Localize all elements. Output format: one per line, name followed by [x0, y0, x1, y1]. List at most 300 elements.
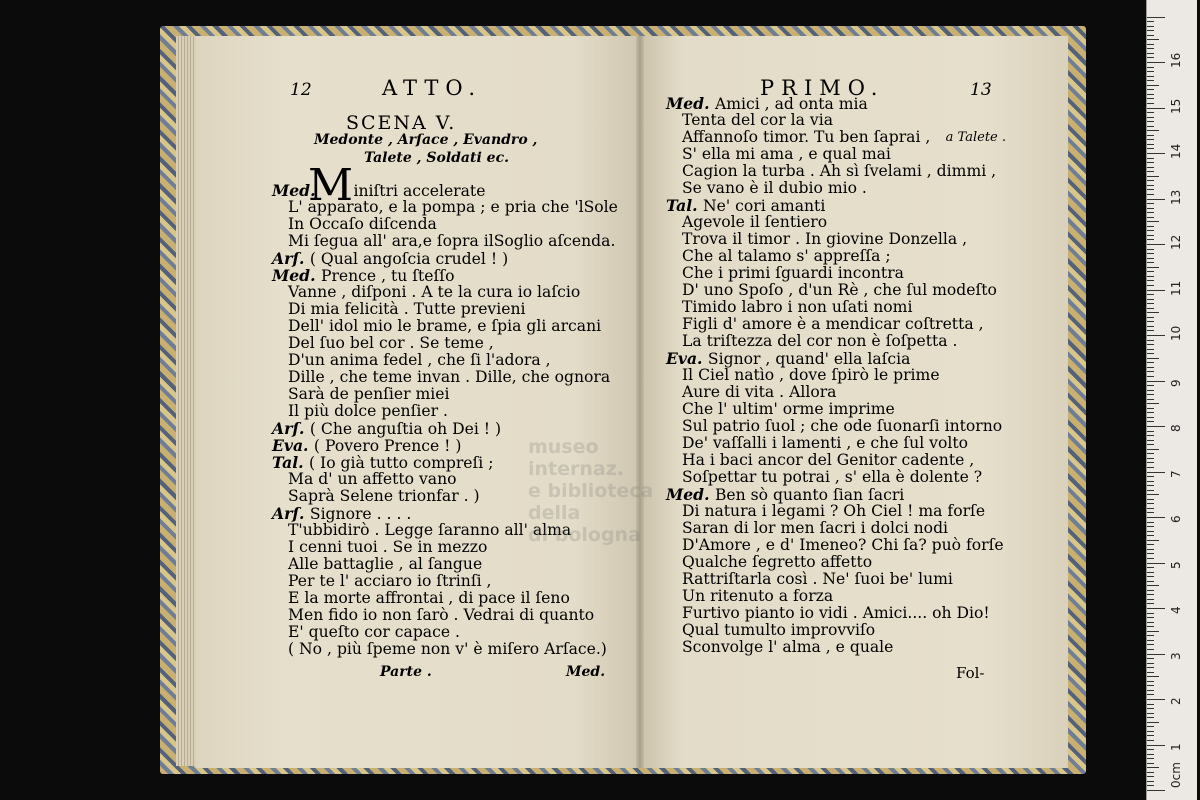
verse-text: Il più dolce penſier . [288, 402, 448, 420]
verse-text: ( Qual angoſcia crudel ! ) [309, 250, 509, 268]
verse-text: D' uno Spoſo , d'un Rè , che ſul modeſto [682, 281, 997, 299]
ruler-tick [1147, 212, 1154, 213]
right-line [666, 265, 1006, 282]
ruler-tick [1147, 485, 1154, 486]
verse-text: Mi ſegua all' ara,e ſopra ilSoglio aſcenda. [288, 232, 616, 250]
verse-text: Ha i baci ancor del Genitor cadente , [682, 451, 975, 469]
ruler-tick [1147, 617, 1154, 618]
left-line [272, 369, 632, 386]
right-line [666, 418, 1006, 435]
verse-text: Tenta del cor la via [682, 111, 834, 129]
verse-text: Signor , quand' ella laſcia [707, 350, 911, 368]
ruler-tick [1147, 130, 1159, 131]
verse-text: Di natura i legami ? Oh Ciel ! ma forſe [682, 502, 986, 520]
verse-text: Il Ciel natìo , dove ſpirò le prime [682, 366, 940, 384]
ruler-tick [1147, 76, 1154, 77]
ruler-tick [1147, 512, 1154, 513]
ruler-tick [1147, 17, 1165, 18]
drop-cap: M [308, 160, 354, 211]
verse-text: Signore . . . . [309, 505, 412, 523]
left-page-number: 12 [290, 80, 312, 100]
verse-text: Affannoſo timor. Tu ben ſaprai , [682, 128, 931, 146]
left-line [272, 250, 632, 267]
left-running-head: ATTO. [382, 76, 483, 100]
verse-text: Di mia felicità . Tutte previeni [288, 300, 526, 318]
verse-text: Qual tumulto improvviſo [682, 621, 876, 639]
ruler-tick [1147, 694, 1154, 695]
ruler-tick [1147, 62, 1165, 63]
ruler-number: 7 [1169, 469, 1183, 478]
ruler-tick [1147, 390, 1154, 391]
speaker-label: Tal. [666, 196, 703, 215]
ruler-tick [1147, 658, 1154, 659]
verse-text: Se vano è il dubio mio . [682, 179, 867, 197]
ruler-tick [1147, 681, 1154, 682]
ruler-tick [1147, 717, 1154, 718]
ruler-number: 9 [1169, 378, 1183, 387]
ruler-tick [1147, 203, 1154, 204]
ruler-number: 1 [1169, 742, 1183, 751]
ruler-tick [1147, 103, 1154, 104]
ruler-tick [1147, 117, 1154, 118]
verse-text: Sul patrio ſuol ; che ode ſuonarſi intorno [682, 417, 1003, 435]
ruler-tick [1147, 567, 1154, 568]
left-line [272, 641, 632, 658]
right-line [666, 282, 1006, 299]
ruler-tick [1147, 622, 1154, 623]
ruler-tick [1147, 731, 1154, 732]
ruler-tick [1147, 362, 1154, 363]
ruler-unit-label: 0cm [1169, 762, 1183, 788]
ruler-tick [1147, 148, 1154, 149]
library-watermark [528, 436, 688, 546]
ruler-tick [1147, 239, 1154, 240]
ruler-tick [1147, 426, 1165, 427]
left-line [272, 233, 632, 250]
ruler-tick [1147, 590, 1154, 591]
ruler-tick [1147, 476, 1154, 477]
first-line [272, 182, 485, 199]
ruler-tick [1147, 722, 1159, 723]
verse-text: Ma d' un affetto vano [288, 470, 457, 488]
ruler-tick [1147, 572, 1154, 573]
right-line [666, 469, 1006, 486]
ruler-tick [1147, 440, 1154, 441]
left-line [272, 607, 632, 624]
ruler-tick [1147, 221, 1159, 222]
ruler-tick [1147, 217, 1154, 218]
verse-text: Del ſuo bel cor . Se teme , [288, 334, 494, 352]
verse-text: Amici , ad onta mia [714, 95, 868, 113]
left-line [272, 590, 632, 607]
verse-text: D'Amore , e d' Imeneo? Chi ſa? può forſe [682, 536, 1004, 554]
ruler-tick [1147, 139, 1154, 140]
ruler-tick [1147, 180, 1154, 181]
left-line [272, 301, 632, 318]
ruler-tick [1147, 189, 1154, 190]
ruler-tick [1147, 749, 1154, 750]
verse-text: Dille , che teme invan . Dille, che ognora [288, 368, 611, 386]
left-footer-parte: Parte . [380, 664, 432, 680]
ruler-tick [1147, 417, 1154, 418]
verse-text: S' ella mi ama , e qual mai [682, 145, 891, 163]
speaker-label: Tal. [272, 453, 309, 472]
ruler-tick [1147, 121, 1154, 122]
verse-text: ( No , più ſpeme non v' è miſero Arſace.) [288, 640, 607, 658]
characters-line-1: Medonte , Arſace , Evandro , [314, 132, 538, 148]
ruler-number: 3 [1169, 651, 1183, 660]
ruler-tick [1147, 481, 1154, 482]
ruler-tick [1147, 781, 1154, 782]
watermark-line-2: e biblioteca della [528, 480, 654, 524]
left-line [272, 199, 632, 216]
right-line [666, 401, 1006, 418]
right-line [666, 248, 1006, 265]
ruler-tick [1147, 462, 1154, 463]
right-line [666, 350, 1006, 367]
ruler-tick [1147, 244, 1165, 245]
ruler-tick [1147, 185, 1154, 186]
right-line [666, 316, 1006, 333]
ruler-tick [1147, 144, 1154, 145]
ruler-tick [1147, 713, 1154, 714]
ruler-tick [1147, 631, 1159, 632]
ruler-tick [1147, 303, 1154, 304]
ruler-tick [1147, 745, 1165, 746]
verse-text: ( Io già tutto compreſi ; [309, 454, 494, 472]
ruler-tick [1147, 421, 1154, 422]
ruler-tick [1147, 754, 1154, 755]
right-line [666, 588, 1006, 605]
ruler-tick [1147, 53, 1154, 54]
ruler-tick [1147, 30, 1154, 31]
verse-text: Saprà Selene trionfar . ) [288, 487, 480, 505]
ruler-tick [1147, 635, 1154, 636]
ruler-tick [1147, 772, 1154, 773]
ruler-number: 16 [1169, 52, 1183, 68]
ruler-tick [1147, 358, 1159, 359]
ruler-tick [1147, 312, 1159, 313]
ruler-tick [1147, 654, 1165, 655]
right-line [666, 639, 1006, 656]
verse-text: Rattriſtarla così . Ne' ſuoi be' lumi [682, 570, 953, 588]
ruler-tick [1147, 340, 1154, 341]
right-line [666, 214, 1006, 231]
speaker-label: Eva. [272, 436, 314, 455]
left-line [272, 216, 632, 233]
verse-text: Che al talamo s' appreſſa ; [682, 247, 891, 265]
book-gutter [636, 36, 644, 768]
verse-text: Vanne , diſponi . A te la cura io laſcio [288, 283, 581, 301]
ruler-tick [1147, 376, 1154, 377]
left-line [272, 335, 632, 352]
ruler-tick [1147, 317, 1154, 318]
right-line [666, 129, 1006, 146]
ruler-number: 13 [1169, 189, 1183, 205]
ruler-tick [1147, 253, 1154, 254]
ruler-tick [1147, 39, 1159, 40]
ruler-tick [1147, 153, 1165, 154]
first-line-speaker: Med. [272, 181, 316, 200]
verse-text: Timido labro i non uſati nomi [682, 298, 913, 316]
ruler-number: 6 [1169, 515, 1183, 523]
verse-text: Qualche ſegretto affetto [682, 553, 873, 571]
ruler-number: 2 [1169, 697, 1183, 705]
right-catchword: Fol- [956, 664, 985, 682]
scene-title: SCENA V. [346, 112, 457, 134]
ruler-tick [1147, 613, 1154, 614]
verse-text: L' apparato, e la pompa ; e pria che 'lSole [288, 198, 618, 216]
ruler-tick [1147, 21, 1154, 22]
ruler-tick [1147, 258, 1154, 259]
ruler-tick [1147, 735, 1154, 736]
ruler-tick [1147, 98, 1154, 99]
right-line [666, 231, 1006, 248]
ruler-tick [1147, 763, 1154, 764]
ruler-tick [1147, 199, 1165, 200]
ruler-tick [1147, 790, 1165, 791]
verse-text: Che i primi ſguardi incontra [682, 264, 904, 282]
left-line [272, 284, 632, 301]
ruler-tick [1147, 776, 1154, 777]
verse-text: Sarà de penſier miei [288, 385, 450, 403]
ruler-tick [1147, 740, 1154, 741]
ruler-tick [1147, 576, 1154, 577]
ruler-tick [1147, 326, 1154, 327]
ruler-tick [1147, 35, 1154, 36]
ruler-tick [1147, 330, 1154, 331]
ruler-tick [1147, 704, 1154, 705]
ruler-tick [1147, 690, 1154, 691]
ruler-tick [1147, 135, 1154, 136]
ruler-tick [1147, 676, 1159, 677]
verse-text: E' queſto cor capace . [288, 623, 460, 641]
ruler-tick [1147, 280, 1154, 281]
verse-text: Figli d' amore è a mendicar coſtretta , [682, 315, 984, 333]
right-line [666, 486, 1006, 503]
ruler-tick [1147, 226, 1154, 227]
ruler-tick [1147, 663, 1154, 664]
ruler-tick [1147, 444, 1154, 445]
ruler-tick [1147, 353, 1154, 354]
speaker-label: Med. [666, 485, 715, 504]
ruler-tick [1147, 399, 1154, 400]
verse-text: Men fido io non ſarò . Vedrai di quanto [288, 606, 595, 624]
ruler-tick [1147, 435, 1154, 436]
verse-text: Aure di vita . Allora [682, 383, 837, 401]
ruler-tick [1147, 563, 1165, 564]
speaker-label: Arſ. [272, 504, 310, 523]
left-line [272, 352, 632, 369]
ruler-tick [1147, 699, 1165, 700]
left-line [272, 267, 632, 284]
ruler-tick [1147, 176, 1159, 177]
characters-line-2: Talete , Soldati ec. [364, 150, 509, 166]
verse-text: La triſtezza del cor non è ſoſpetta . [682, 332, 958, 350]
speaker-label: Med. [272, 266, 321, 285]
ruler-tick [1147, 230, 1154, 231]
verse-text: Furtivo pianto io vidi . Amici.... oh Dio! [682, 604, 990, 622]
ruler-tick [1147, 167, 1154, 168]
verse-text: Trova il timor . In giovine Donzella , [682, 230, 968, 248]
ruler-tick [1147, 508, 1154, 509]
ruler-tick [1147, 644, 1154, 645]
left-line [272, 318, 632, 335]
ruler-tick [1147, 344, 1154, 345]
ruler-tick [1147, 544, 1154, 545]
right-line [666, 452, 1006, 469]
right-line [666, 384, 1006, 401]
right-page-number: 13 [970, 80, 992, 100]
ruler-number: 5 [1169, 560, 1183, 569]
ruler-tick [1147, 503, 1154, 504]
verse-text: In Occaſo diſcenda [288, 215, 437, 233]
right-line [666, 554, 1006, 571]
verse-text: Per te l' acciaro io ſtrinſi , [288, 572, 492, 590]
ruler-tick [1147, 108, 1165, 109]
measurement-ruler [1146, 0, 1197, 800]
ruler-tick [1147, 453, 1154, 454]
ruler-tick [1147, 89, 1154, 90]
ruler-tick [1147, 335, 1165, 336]
ruler-tick [1147, 276, 1154, 277]
speaker-label: Eva. [666, 349, 708, 368]
verse-text: Un ritenuto a forza [682, 587, 834, 605]
verse-text: Che l' ultim' orme imprime [682, 400, 895, 418]
speaker-label: Med. [666, 94, 715, 113]
verse-text: De' vaſſalli i lamenti , e che ſul volto [682, 434, 968, 452]
ruler-tick [1147, 158, 1154, 159]
right-line [666, 333, 1006, 350]
speaker-label: Arſ. [272, 249, 310, 268]
ruler-tick [1147, 449, 1159, 450]
ruler-tick [1147, 394, 1154, 395]
left-line [272, 420, 632, 437]
right-line [666, 520, 1006, 537]
ruler-tick [1147, 80, 1154, 81]
ruler-tick [1147, 367, 1154, 368]
ruler-tick [1147, 57, 1154, 58]
ruler-tick [1147, 603, 1154, 604]
ruler-tick [1147, 71, 1154, 72]
verse-text: D'un anima fedel , che ſi l'adora , [288, 351, 551, 369]
verse-text: Soſpettar tu potrai , s' ella è dolente ? [682, 468, 983, 486]
ruler-tick [1147, 558, 1154, 559]
ruler-tick [1147, 667, 1154, 668]
ruler-tick [1147, 235, 1154, 236]
ruler-tick [1147, 126, 1154, 127]
ruler-tick [1147, 535, 1154, 536]
left-line [272, 403, 632, 420]
ruler-tick [1147, 431, 1154, 432]
right-line [666, 112, 1006, 129]
ruler-tick [1147, 285, 1154, 286]
ruler-tick [1147, 294, 1154, 295]
right-line [666, 435, 1006, 452]
ruler-tick [1147, 48, 1154, 49]
ruler-tick [1147, 553, 1154, 554]
ruler-tick [1147, 458, 1154, 459]
ruler-tick [1147, 267, 1159, 268]
verse-text: Ben sò quanto ſian ſacri [714, 486, 905, 504]
ruler-tick [1147, 85, 1159, 86]
ruler-number: 4 [1169, 606, 1183, 614]
verse-text: T'ubbidirò . Legge ſaranno all' alma [288, 521, 572, 539]
ruler-tick [1147, 499, 1154, 500]
ruler-tick [1147, 67, 1154, 68]
ruler-tick [1147, 299, 1154, 300]
ruler-tick [1147, 208, 1154, 209]
ruler-number: 10 [1169, 325, 1183, 341]
ruler-number: 12 [1169, 234, 1183, 250]
ruler-tick [1147, 649, 1154, 650]
ruler-tick [1147, 385, 1154, 386]
ruler-tick [1147, 112, 1154, 113]
ruler-tick [1147, 290, 1165, 291]
ruler-number: 8 [1169, 424, 1183, 432]
ruler-tick [1147, 472, 1165, 473]
ruler-tick [1147, 194, 1154, 195]
verse-text: Saran di lor men ſacri i dolci nodi [682, 519, 949, 537]
ruler-tick [1147, 549, 1154, 550]
right-line [666, 95, 1006, 112]
verse-text: Prence , tu ſteſſo [320, 267, 455, 285]
stage-direction: a Talete . [945, 130, 1006, 145]
ruler-tick [1147, 581, 1154, 582]
left-page-text [272, 199, 632, 658]
ruler-tick [1147, 467, 1154, 468]
right-line [666, 163, 1006, 180]
ruler-tick [1147, 531, 1154, 532]
verse-text: I cenni tuoi . Se in mezzo [288, 538, 488, 556]
ruler-tick [1147, 321, 1154, 322]
right-page-text [666, 95, 1006, 656]
right-line [666, 180, 1006, 197]
watermark-line-1: museo internaz. [528, 436, 625, 480]
ruler-tick [1147, 517, 1165, 518]
ruler-tick [1147, 522, 1154, 523]
right-line [666, 622, 1006, 639]
ruler-tick [1147, 308, 1154, 309]
ruler-tick [1147, 171, 1154, 172]
ruler-tick [1147, 26, 1154, 27]
ruler-number: 11 [1169, 280, 1183, 296]
ruler-tick [1147, 594, 1154, 595]
verse-text: E la morte affrontai , di pace il ſeno [288, 589, 570, 607]
ruler-tick [1147, 672, 1154, 673]
ruler-tick [1147, 408, 1154, 409]
right-running-head: PRIMO. [760, 76, 885, 100]
verse-text: Agevole il ſentiero [682, 213, 828, 231]
right-line [666, 571, 1006, 588]
ruler-tick [1147, 412, 1154, 413]
verse-text: Alle battaglie , al ſangue [288, 555, 483, 573]
ruler-tick [1147, 599, 1154, 600]
ruler-tick [1147, 526, 1154, 527]
verse-text: Cagion la turba . Ah sì ſvelami , dimmi , [682, 162, 997, 180]
verse-text: ( Che anguſtia oh Dei ! ) [309, 420, 502, 438]
ruler-tick [1147, 758, 1154, 759]
ruler-tick [1147, 685, 1154, 686]
ruler-tick [1147, 785, 1154, 786]
watermark-line-3: di bologna [528, 524, 641, 546]
left-line [272, 556, 632, 573]
speaker-label: Arſ. [272, 419, 310, 438]
right-line [666, 367, 1006, 384]
ruler-tick [1147, 626, 1154, 627]
ruler-tick [1147, 494, 1159, 495]
right-line [666, 605, 1006, 622]
